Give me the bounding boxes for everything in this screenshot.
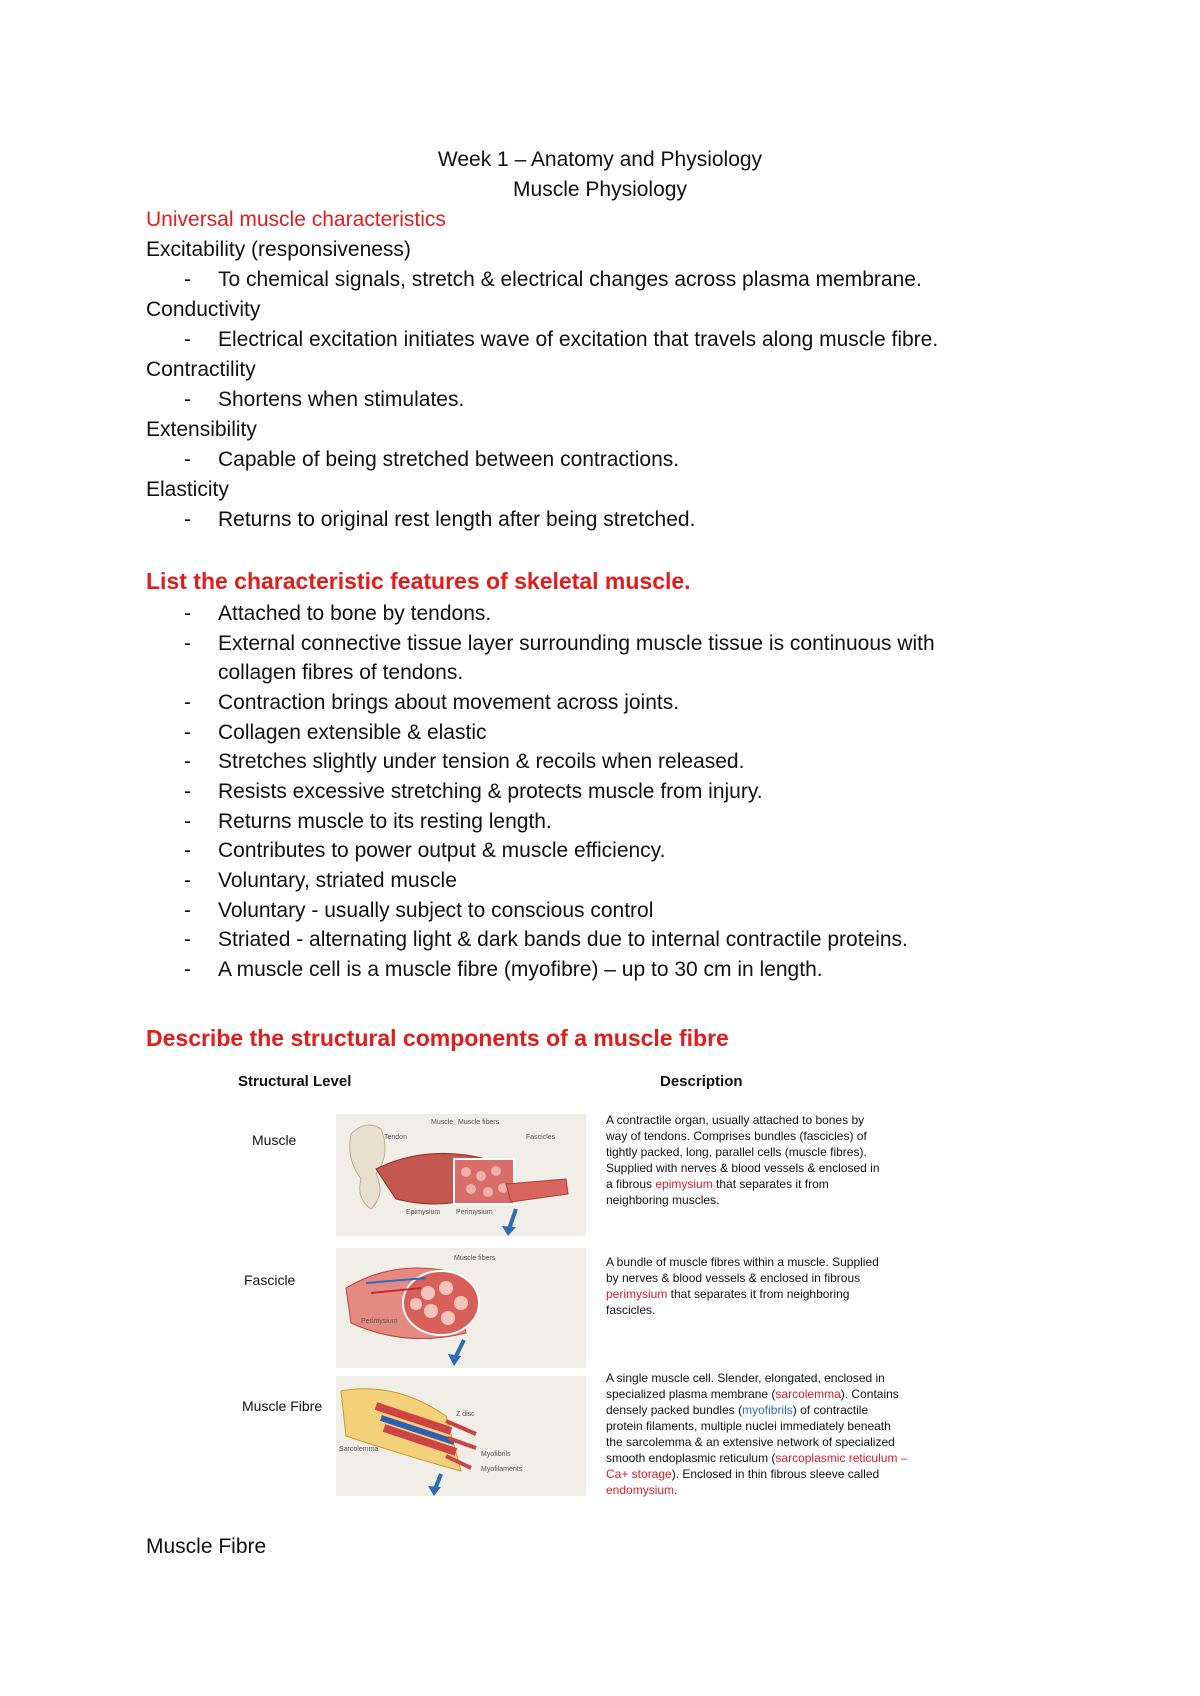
term-epimysium: epimysium [655,1177,713,1191]
label-perimysium: Perimysium [456,1209,493,1216]
desc-line [606,1402,946,1418]
label-muscle: Muscle [431,1119,454,1126]
muscle-illustration [336,1114,586,1236]
label-epimysium: Epimysium [406,1209,441,1216]
desc-line: way of tendons. Comprises bundles (fascicles) of [606,1129,867,1143]
section-heading-universal: Universal muscle characteristics [146,208,446,231]
term-ca-storage: Ca+ storage [606,1467,672,1481]
term-detail: Returns to original rest length after being stretched. [218,508,696,531]
desc-line: neighboring muscles. [606,1193,720,1207]
muscle-description [606,1112,936,1208]
document-title: Week 1 – Anatomy and Physiology [437,148,763,171]
desc-line: A single muscle cell. Slender, elongated, enclosed in [606,1371,885,1385]
label-sarcolemma: Sarcolemma [339,1446,379,1453]
desc-line: by nerves & blood vessels & enclosed in fibrous [606,1271,861,1285]
bullet-dash: - [184,899,191,922]
desc-line [606,1176,936,1192]
term-excitability: Excitability (responsiveness) [146,238,411,261]
desc-text: specialized plasma membrane ( [606,1387,776,1401]
section-heading-skeletal: List the characteristic features of skeletal muscle. [146,568,691,594]
term-detail: To chemical signals, stretch & electrical changes across plasma membrane. [218,268,922,291]
document-subtitle: Muscle Physiology [513,178,687,201]
label-muscle-fibers: Muscle fibers [454,1255,496,1262]
list-item: Striated - alternating light & dark bands due to internal contractile proteins. [218,928,908,951]
desc-text: a fibrous [606,1177,656,1191]
desc-text: ). Enclosed in thin fibrous sleeve called [671,1467,880,1481]
fibre-drawing [336,1376,586,1496]
term-sarcoplasmic-reticulum: sarcoplasmic reticulum – [775,1451,908,1465]
term-conductivity: Conductivity [146,298,261,321]
term-perimysium: perimysium [606,1287,668,1301]
term-extensibility: Extensibility [146,418,257,441]
bullet-dash: - [184,958,191,981]
desc-line: A contractile organ, usually attached to bones by [606,1113,865,1127]
list-item: A muscle cell is a muscle fibre (myofibre) – up to 30 cm in length. [218,958,823,981]
desc-line: fascicles. [606,1303,656,1317]
term-detail: Capable of being stretched between contractions. [218,448,680,471]
label-fascicles: Fascicles [526,1134,556,1141]
desc-line [606,1450,946,1466]
list-item: Attached to bone by tendons. [218,602,492,625]
bullet-dash: - [184,780,191,803]
fibre-illustration [336,1376,586,1496]
bullet-dash: - [184,508,191,531]
bullet-dash: - [184,839,191,862]
desc-text: that separates it from [712,1177,829,1191]
desc-line [606,1286,936,1302]
term-myofibrils: myofibrils [742,1403,793,1417]
desc-line [606,1482,946,1498]
desc-line: tightly packed, long, parallel cells (muscle fibres). [606,1145,867,1159]
desc-line: the sarcolemma & an extensive network of specialized [606,1435,895,1449]
bullet-dash: - [184,448,191,471]
list-item: Resists excessive stretching & protects muscle from injury. [218,780,763,803]
level-fibre-label: Muscle Fibre [242,1398,323,1414]
list-item: Stretches slightly under tension & recoils when released. [218,750,745,773]
desc-text: that separates it from neighboring [667,1287,850,1301]
bullet-dash: - [184,750,191,773]
term-elasticity: Elasticity [146,478,229,501]
level-fascicle-label: Fascicle [244,1272,296,1288]
bullet-dash: - [184,869,191,892]
level-muscle-label: Muscle [252,1132,297,1148]
term-detail: Shortens when stimulates. [218,388,465,411]
footer-heading: Muscle Fibre [146,1535,267,1558]
label-tendon: Tendon [384,1134,407,1141]
fibre-description [606,1370,946,1498]
section-heading-structure: Describe the structural components of a muscle fibre [146,1025,729,1051]
bullet-dash: - [184,268,191,291]
bullet-dash: - [184,810,191,833]
label-z-disc: Z disc [456,1411,475,1418]
desc-text: smooth endoplasmic reticulum ( [606,1451,776,1465]
bullet-dash: - [184,691,191,714]
bullet-dash: - [184,632,191,655]
desc-line: Supplied with nerves & blood vessels & enclosed in [606,1161,880,1175]
list-item: Collagen extensible & elastic [218,721,487,744]
desc-line [606,1466,946,1482]
desc-line: A bundle of muscle fibres within a muscle. Supplied [606,1255,879,1269]
bullet-dash: - [184,602,191,625]
label-myofilaments: Myofilaments [481,1466,523,1473]
desc-line: protein filaments, multiple nuclei immediately beneath [606,1419,891,1433]
bullet-dash: - [184,388,191,411]
label-muscle-fibers: Muscle fibers [458,1119,500,1126]
muscle-structure-figure [230,1070,990,1530]
list-item: Returns muscle to its resting length. [218,810,552,833]
label-perimysium: Perimysium [361,1318,398,1325]
list-item: Voluntary, striated muscle [218,869,457,892]
desc-text: . [674,1483,678,1497]
fascicle-drawing [336,1248,586,1368]
label-myofibrils: Myofibrils [481,1451,511,1458]
list-item: Contributes to power output & muscle efficiency. [218,839,666,862]
figure-col-level: Structural Level [238,1073,352,1090]
list-item-continuation: collagen fibres of tendons. [218,661,464,684]
list-item: External connective tissue layer surrounding muscle tissue is continuous with [218,632,935,655]
figure-col-description: Description [660,1073,743,1090]
list-item: Contraction brings about movement across joints. [218,691,680,714]
desc-text: densely packed bundles ( [606,1403,743,1417]
desc-line [606,1386,946,1402]
list-item: Voluntary - usually subject to conscious control [218,899,654,922]
desc-text: ). Contains [840,1387,899,1401]
fascicle-illustration [336,1248,586,1368]
term-detail: Electrical excitation initiates wave of excitation that travels along muscle fibre. [218,328,939,351]
bullet-dash: - [184,328,191,351]
bullet-dash: - [184,928,191,951]
term-endomysium: endomysium [606,1483,675,1497]
desc-text: ) of contractile [792,1403,869,1417]
muscle-drawing [336,1114,586,1236]
term-contractility: Contractility [146,358,256,381]
bullet-dash: - [184,721,191,744]
fascicle-description [606,1254,936,1318]
term-sarcolemma: sarcolemma [775,1387,841,1401]
